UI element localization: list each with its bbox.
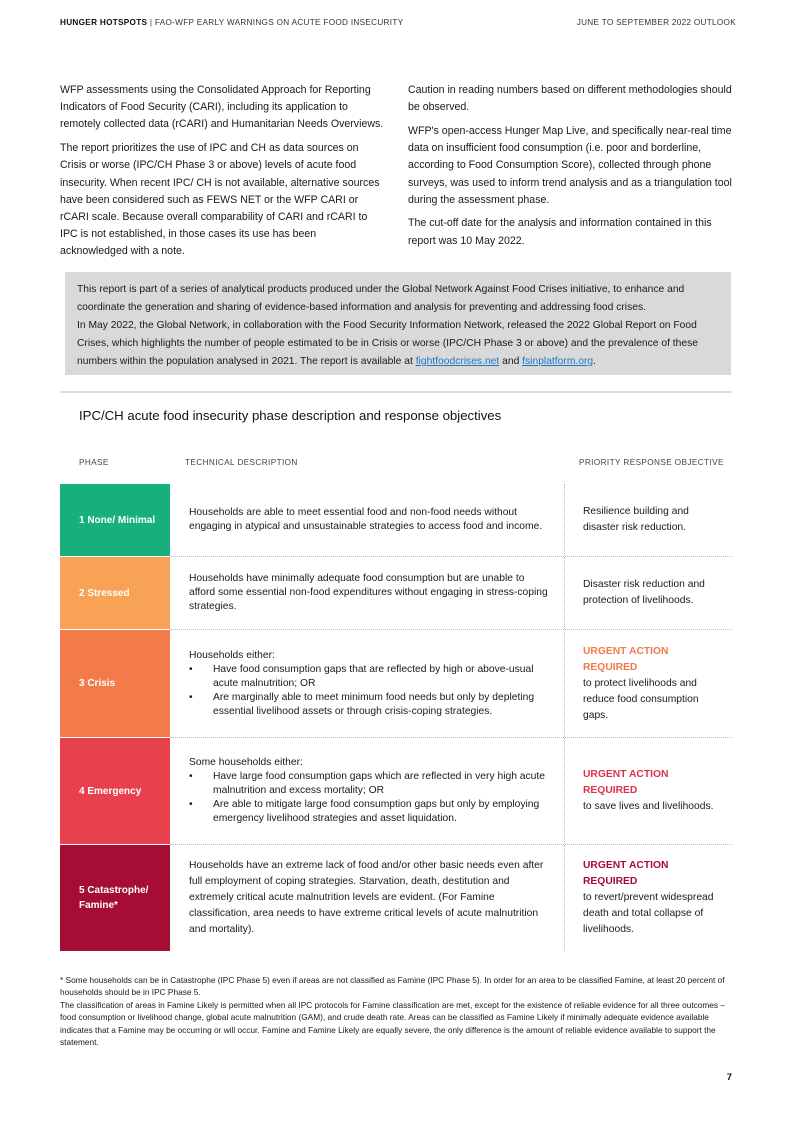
- phase-row-2: [60, 557, 732, 629]
- phase-label-2-text: 2 Stressed: [79, 587, 130, 599]
- page-header: [60, 18, 736, 32]
- urgent-action-label: URGENT ACTION REQUIRED: [583, 645, 669, 673]
- footnote-paragraph-1: * Some households can be in Catastrophe (IPC Phase 5) even if areas are not classified as Famine (IPC Phase 5). In order for an area to be classified Famine, at least 20 percent of households should be in IPC Phase 5.: [60, 975, 725, 998]
- note-line-1: This report is part of a series of analytical products produced under the Global Network Against Food Crises initiative, to enhance and coordinate the generation and sharing of evidence-based information and analysis for preventing and addressing food crises.: [77, 284, 685, 313]
- phase-objective-2: [583, 557, 723, 629]
- note-line-2: [77, 317, 719, 371]
- section-divider: [60, 391, 732, 393]
- column-divider: [564, 845, 565, 951]
- phase-row-5: [60, 845, 732, 951]
- phase-description-3-intro: Households either:: [189, 649, 275, 661]
- phase-objective-4-text: to save lives and livelihoods.: [583, 801, 714, 812]
- right-paragraph-2: WFP's open-access Hunger Map Live, and specifically near-real time data on insufficient food consumption (i.e. poor and borderline, according to Food Consumption Score), collected through phone surveys, was used to inform trend analysis and as a triangulation tool during the assessment phase.: [408, 124, 732, 206]
- phase-objective-5-text: to revert/prevent widespread death and total collapse of livelihoods.: [583, 892, 714, 935]
- column-divider: [564, 484, 565, 556]
- left-column: [60, 82, 386, 267]
- phase-description-4: [189, 738, 549, 844]
- column-divider: [564, 630, 565, 737]
- header-brand: HUNGER HOTSPOTS: [60, 18, 148, 27]
- phase-row-1: [60, 484, 732, 556]
- urgent-action-label: URGENT ACTION REQUIRED: [583, 860, 669, 887]
- note-end: .: [593, 356, 597, 367]
- phase-description-3-bullets: [189, 663, 549, 719]
- phase-description-5-text: Households have an extreme lack of food and/or other basic needs even after full employment of coping strategies. Starvation, death, destitution and extremely critical acute malnutrition levels are evident. (For Famine classification, area needs to have extreme critical levels of acute malnutrition and mortality).: [189, 860, 544, 935]
- right-column: [408, 82, 734, 256]
- phase-label-3-text: 3 Crisis: [79, 678, 116, 689]
- phase-label-1-text: 1 None/ Minimal: [79, 514, 156, 526]
- column-header-description: TECHNICAL DESCRIPTION: [185, 458, 298, 467]
- phase-description-4-bullets: [189, 770, 549, 826]
- left-paragraph-1: WFP assessments using the Consolidated Approach for Reporting Indicators of Food Security (CARI), including its application to remotely collected data (rCARI) and Humanitarian Needs Overviews.: [60, 84, 384, 131]
- phase-label-4: [60, 738, 170, 844]
- phase-label-4-text: 4 Emergency: [79, 785, 142, 797]
- phase-description-5: [189, 845, 549, 951]
- bullet-item: • Are able to mitigate large food consumption gaps but only by employing emergency livelihood strategies and asset liquidation.: [189, 798, 549, 826]
- column-header-phase: PHASE: [79, 458, 109, 467]
- phase-objective-5: [583, 845, 723, 951]
- phase-objective-3-text: to protect livelihoods and reduce food consumption gaps.: [583, 677, 699, 721]
- urgent-action-label: URGENT ACTION REQUIRED: [583, 769, 669, 796]
- phase-objective-2-text: Disaster risk reduction and protection of livelihoods.: [583, 579, 705, 606]
- phase-label-1: [60, 484, 170, 556]
- footnote-paragraph-2: The classification of areas in Famine Likely is permitted when all IPC protocols for Famine classification are met, except for the existence of reliable evidence for all three outcomes – food consumption or livelihood change, global acute malnutrition (GAM), and crude death rate. Areas can be classified as Famine Likely if minimally adequate evidence available indicates that a Famine may be occurring or will occur. Famine and Famine Likely are equally severe, the only difference is the amount of reliable evidence available to support the statement.: [60, 999, 725, 1048]
- right-paragraph-1: Caution in reading numbers based on different methodologies should be observed.: [408, 84, 732, 114]
- column-divider: [564, 738, 565, 844]
- header-subtitle: | FAO-WFP EARLY WARNINGS ON ACUTE FOOD INSECURITY: [147, 18, 404, 27]
- phase-label-5: [60, 845, 170, 951]
- phase-row-4: [60, 738, 732, 844]
- phase-label-5-text: 5 Catastrophe/ Famine*: [79, 885, 149, 911]
- note-line-2-text: In May 2022, the Global Network, in collaboration with the Food Security Information Network, released the 2022 Global Report on Food Crises, which highlights the number of people estimated to be in Crisis or worse (IPC/CH Phase 3 or above) and the prevalence of these numbers within the population analysed in 2021. The report is available at: [77, 320, 698, 367]
- phase-objective-1-text: Resilience building and disaster risk reduction.: [583, 506, 689, 533]
- column-header-objective: PRIORITY RESPONSE OBJECTIVE: [579, 458, 724, 467]
- phase-label-2: [60, 557, 170, 629]
- phase-description-1: [189, 484, 549, 556]
- right-paragraph-3: The cut-off date for the analysis and information contained in this report was 10 May 2022.: [408, 217, 712, 247]
- bullet-item: • Have food consumption gaps that are reflected by high or above-usual acute malnutrition; OR: [189, 663, 549, 691]
- footnote: [60, 974, 732, 1048]
- phase-row-3: [60, 630, 732, 737]
- phase-description-2: [189, 557, 549, 629]
- phase-description-1-text: Households are able to meet essential food and non-food needs without engaging in atypical and unsustainable strategies to access food and income.: [189, 507, 543, 532]
- phase-label-3: [60, 630, 170, 737]
- phase-objective-3: [583, 630, 723, 737]
- phase-description-2-text: Households have minimally adequate food consumption but are unable to afford some essential non-food expenditures without engaging in stress-coping strategies.: [189, 573, 548, 612]
- left-paragraph-2: The report prioritizes the use of IPC and CH as data sources on Crisis or worse (IPC/CH Phase 3 or above) levels of acute food insecurity. When recent IPC/ CH is not available, alternative sources have been considered such as FEWS NET or the WFP CARI or rCARI scale. Because overall comparability of CARI and rCARI to IPC is not established, in those cases its use has been acknowledged with a note.: [60, 142, 380, 258]
- fsinplatform-link[interactable]: fsinplatform.org: [522, 356, 594, 367]
- page-number: 7: [726, 1072, 732, 1083]
- header-left: [60, 18, 403, 27]
- phase-description-4-intro: Some households either:: [189, 757, 303, 768]
- phase-objective-4: [583, 738, 723, 844]
- bullet-item: • Have large food consumption gaps which are reflected in very high acute malnutrition and excess mortality; OR: [189, 770, 549, 798]
- phase-description-3: [189, 630, 549, 737]
- bullet-item: • Are marginally able to meet minimum food needs but only by depleting essential livelihood assets or through crisis-coping strategies.: [189, 691, 549, 719]
- header-period: JUNE TO SEPTEMBER 2022 OUTLOOK: [576, 18, 736, 27]
- fightfoodcrises-link[interactable]: fightfoodcrises.net: [415, 356, 500, 367]
- phase-objective-1: [583, 484, 723, 556]
- table-title: IPC/CH acute food insecurity phase description and response objectives: [79, 408, 502, 423]
- column-divider: [564, 557, 565, 629]
- global-network-note: [65, 272, 731, 375]
- note-and: and: [499, 356, 523, 367]
